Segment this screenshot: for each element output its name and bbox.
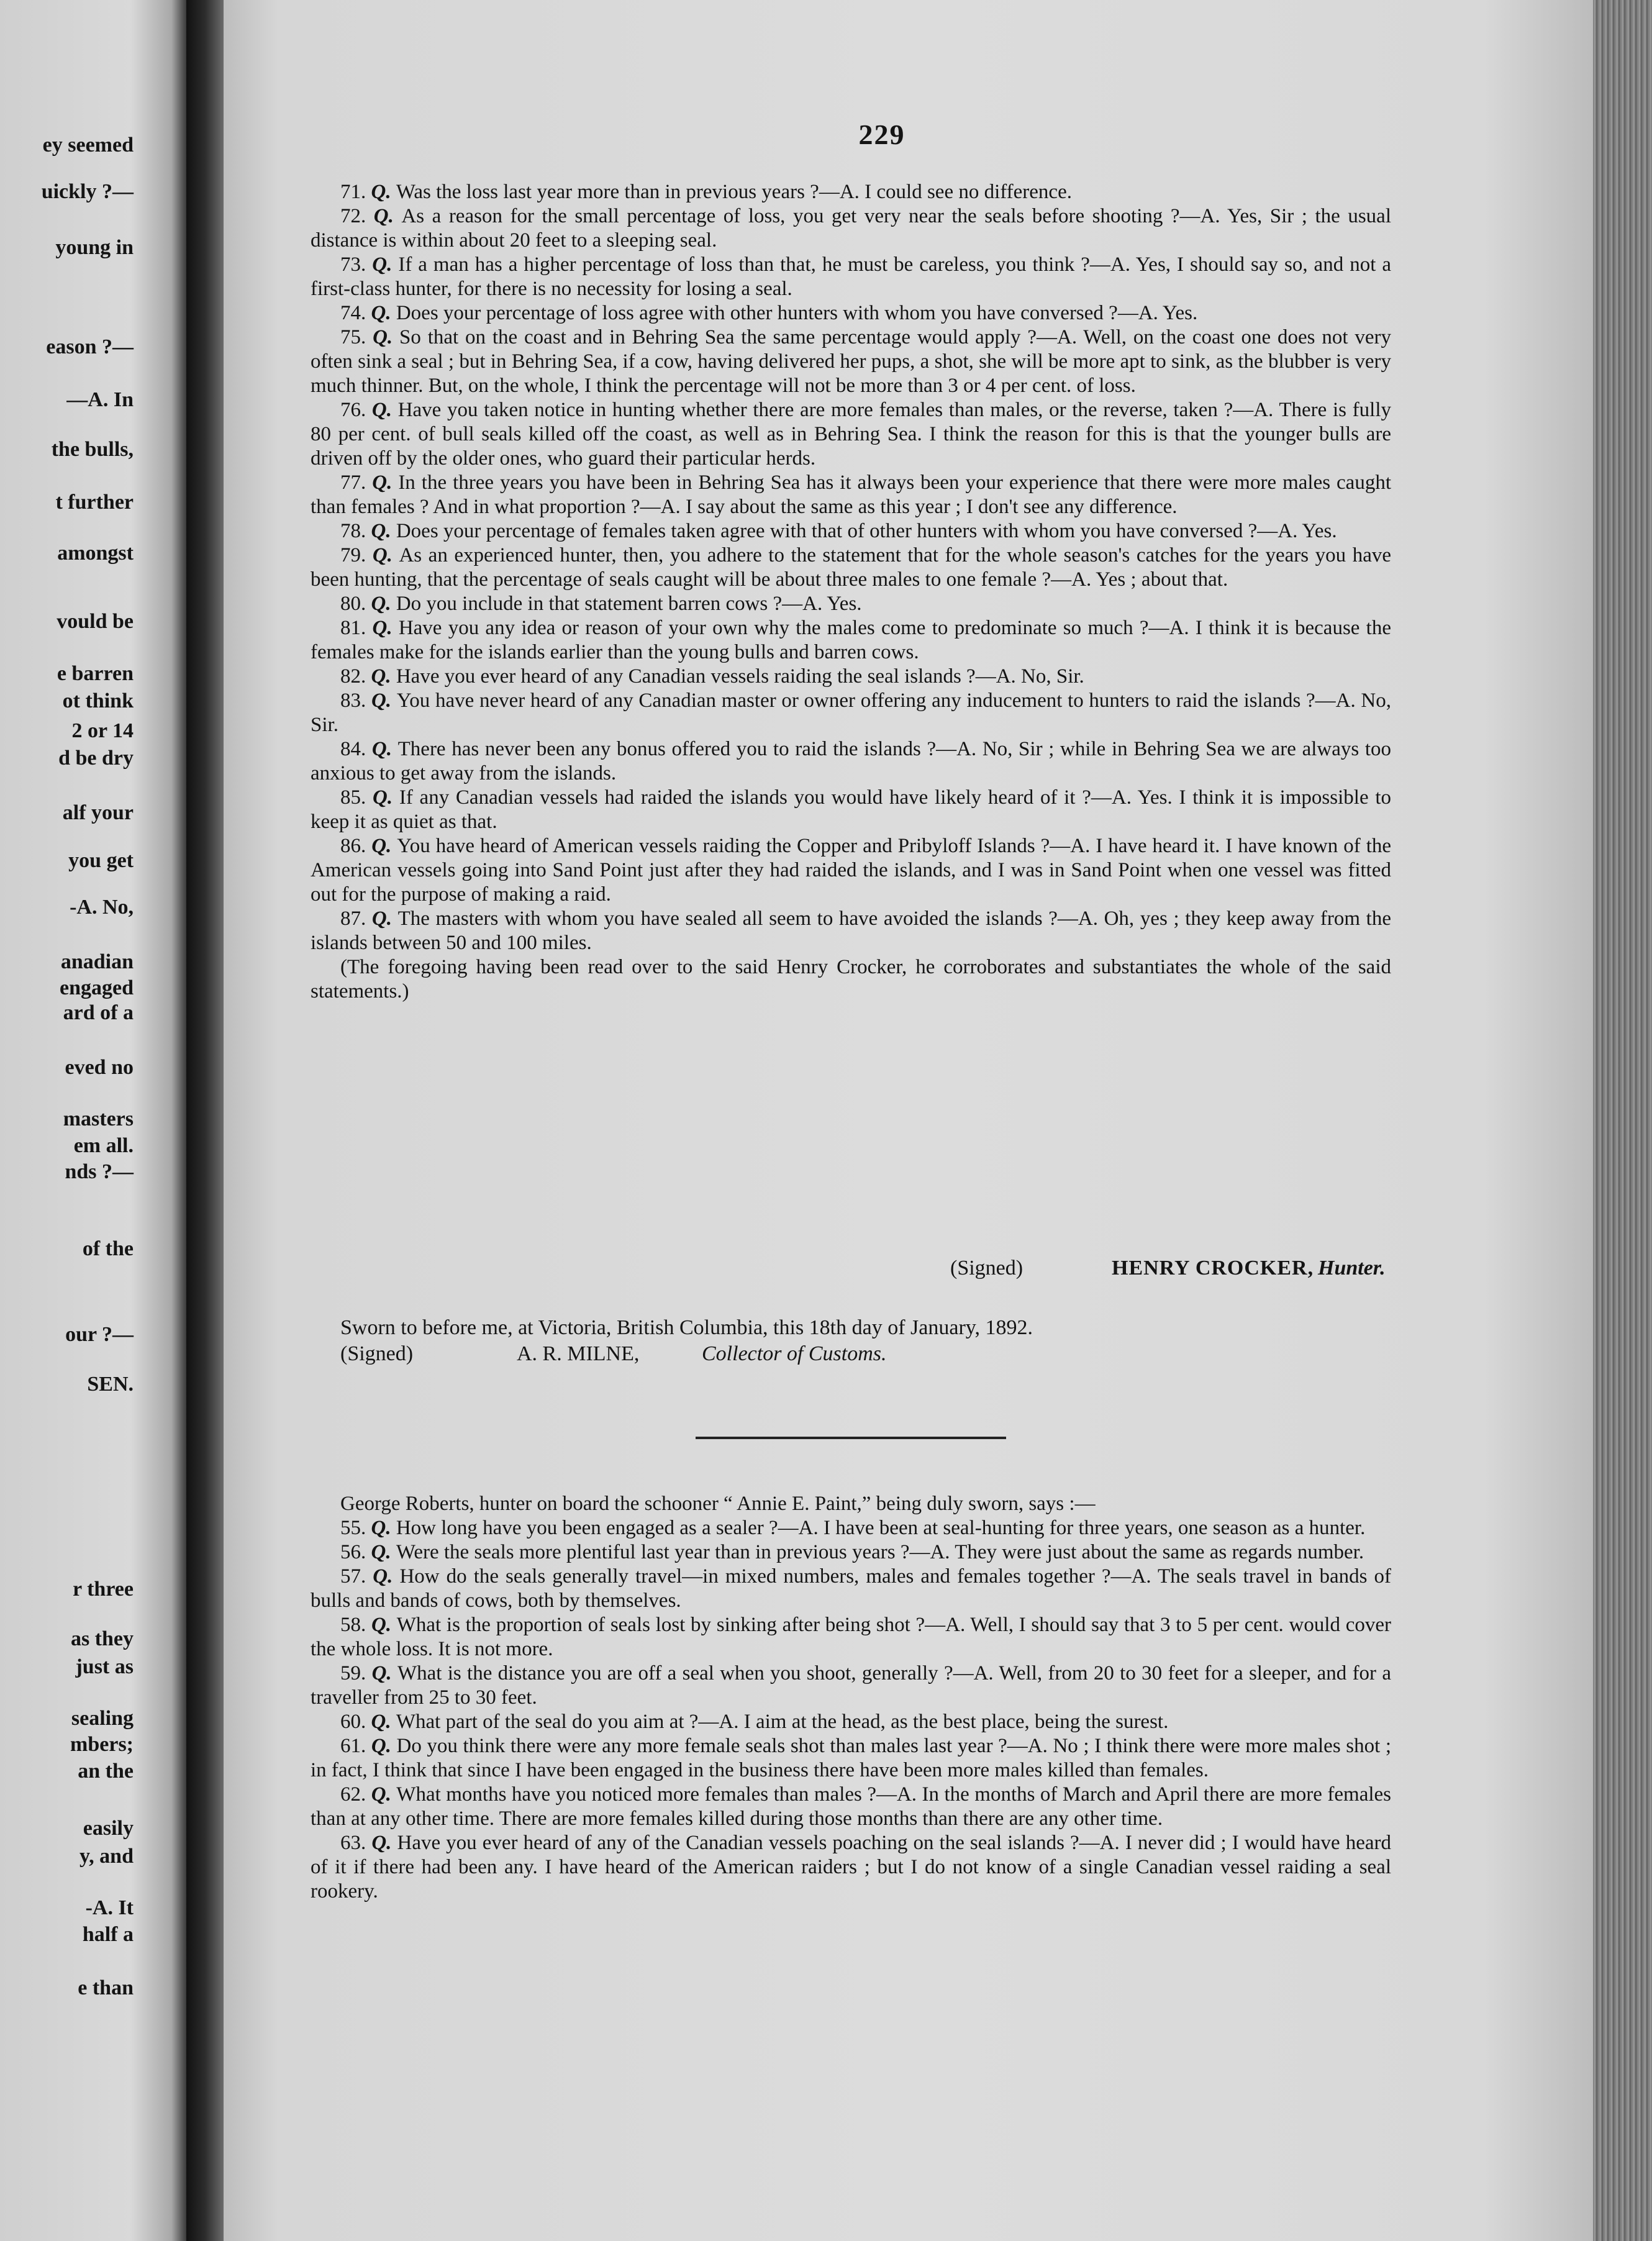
question-marker: Q. [373, 326, 400, 348]
facing-page-text: -A. It [85, 1896, 134, 1919]
question-number: 79. [340, 544, 373, 566]
question-marker: Q. [371, 1711, 396, 1733]
question-marker: Q. [371, 907, 398, 930]
question-text: There has never been any bonus offered you to raid the islands ?—A. No, Sir ; while in Behring Sea we are always too anxious to get away from the islands. [311, 738, 1392, 784]
question-marker: Q. [372, 471, 399, 494]
question-marker: Q. [371, 1517, 396, 1539]
signed-label: (Signed) [950, 1257, 1023, 1280]
facing-page-text: r three [73, 1578, 134, 1601]
facing-page-text: ard of a [63, 1001, 134, 1024]
question-text: What is the proportion of seals lost by sinking after being shot ?—A. Well, I should say that 3 to 5 per cent. would cover the whole loss. It is not more. [311, 1614, 1391, 1660]
roberts-testimony [311, 1492, 1391, 1904]
question-paragraph [311, 1516, 1391, 1540]
question-paragraph [311, 786, 1391, 834]
question-number: 74. [340, 302, 371, 324]
question-paragraph [311, 1540, 1391, 1565]
question-text: How long have you been engaged as a sealer ?—A. I have been at seal-hunting for three years, one season as a hunter. [396, 1517, 1366, 1539]
facing-page-text: sealing [71, 1707, 134, 1730]
question-number: 83. [340, 689, 371, 712]
facing-page-text: young in [55, 236, 134, 259]
question-number: 77. [340, 471, 373, 494]
facing-page-text: engaged [60, 976, 134, 999]
question-paragraph [311, 616, 1391, 665]
facing-page-text: our ?— [65, 1323, 134, 1346]
question-paragraph [311, 1613, 1391, 1661]
question-paragraph [311, 1661, 1391, 1710]
facing-page-text: -A. No, [70, 896, 134, 919]
question-marker: Q. [371, 738, 398, 760]
facing-page-text: SEN. [87, 1373, 134, 1396]
question-marker: Q. [373, 205, 402, 227]
facing-page-margin [0, 0, 186, 2241]
facing-page-text: just as [75, 1655, 134, 1678]
question-paragraph [311, 253, 1391, 301]
question-text: Does your percentage of females taken agree with that of other hunters with whom you have conversed ?—A. Yes. [396, 520, 1337, 542]
question-text: As a reason for the small percentage of loss, you get very near the seals before shooting ?—A. Yes, Sir ; the usual distance is within about 20 feet to a sleeping seal. [311, 205, 1392, 252]
question-paragraph [311, 592, 1391, 616]
question-marker: Q. [371, 181, 396, 203]
question-marker: Q. [371, 399, 398, 421]
facing-page-text: d be dry [58, 747, 134, 770]
facing-page-text: alf your [62, 801, 134, 824]
question-number: 61. [340, 1735, 371, 1757]
question-text: Have you ever heard of any Canadian vessels raiding the seal islands ?—A. No, Sir. [396, 665, 1084, 688]
facing-page-text: as they [70, 1627, 134, 1650]
question-text: Does your percentage of loss agree with other hunters with whom you have conversed ?—A. Yes. [396, 302, 1198, 324]
question-text: The masters with whom you have sealed all seem to have avoided the islands ?—A. Oh, yes ; they keep away from the islands between 50 and 100 miles. [311, 907, 1391, 954]
facing-page-text: e than [78, 1976, 134, 1999]
question-text: Have you taken notice in hunting whether there are more females than males, or the reverse, taken ?—A. There is fully 80 per cent. of bull seals killed off the coast, as well as in Behring Sea. I think the reason for this is that the younger bulls are driven off by the older ones, who guard their particular herds. [311, 399, 1391, 470]
question-number: 85. [340, 786, 373, 809]
question-number: 87. [340, 907, 372, 930]
question-marker: Q. [371, 1832, 397, 1854]
question-marker: Q. [371, 593, 396, 615]
question-paragraph [311, 543, 1391, 592]
question-text: What months have you noticed more females than males ?—A. In the months of March and April there are more females than at any other time. There are more females killed during those months than there are any other time. [311, 1783, 1392, 1830]
facing-page-text: nds ?— [65, 1160, 134, 1183]
crocker-testimony [311, 180, 1391, 1004]
hunter-name: HENRY CROCKER, [1112, 1257, 1314, 1280]
facing-page-text: of the [82, 1237, 134, 1260]
facing-page-text: half a [82, 1923, 134, 1946]
facing-page-text: anadian [60, 950, 134, 973]
facing-page-text: eved no [65, 1056, 134, 1079]
question-marker: Q. [372, 617, 399, 639]
facing-page-text: e barren [57, 662, 134, 685]
book-gutter [186, 0, 224, 2241]
facing-page-text: y, and [79, 1845, 134, 1868]
question-number: 76. [340, 399, 372, 421]
question-number: 80. [340, 593, 371, 615]
facing-page-text: ot think [62, 689, 134, 712]
question-text: You have heard of American vessels raiding the Copper and Pribyloff Islands ?—A. I have heard it. I have known of the American vessels going into Sand Point just after they had raided the islands, and I was in Sand Point when one vessel was fitted out for the purpose of making a raid. [311, 835, 1392, 906]
question-number: 81. [340, 617, 373, 639]
question-marker: Q. [371, 689, 397, 712]
question-number: 62. [340, 1783, 371, 1806]
question-text: Were the seals more plentiful last year than in previous years ?—A. They were just about the same as regards number. [396, 1541, 1364, 1563]
question-text: Do you include in that statement barren cows ?—A. Yes. [396, 593, 862, 615]
question-paragraph [311, 665, 1391, 689]
facing-page-text: mbers; [70, 1733, 134, 1756]
question-paragraph [311, 834, 1391, 907]
question-marker: Q. [371, 1662, 397, 1684]
question-paragraph [311, 1783, 1391, 1831]
question-paragraph [311, 689, 1391, 737]
question-text: So that on the coast and in Behring Sea the same percentage would apply ?—A. Well, on the coast one does not very often sink a seal ; but in Behring Sea, if a cow, having delivered her pups, a shot, she will be more apt to sink, as the blubber is very much thinner. But, on the whole, I think the percentage will not be more than 3 or 4 per cent. of loss. [311, 326, 1391, 397]
question-number: 84. [340, 738, 372, 760]
question-paragraph [311, 471, 1391, 519]
facing-page-text: you get [68, 849, 134, 872]
question-text: As an experienced hunter, then, you adhere to the statement that for the whole season's catches for the years you have been hunting, that the percentage of seals caught will be about three males to one female ?—A. Yes ; about that. [311, 544, 1391, 591]
question-paragraph [311, 325, 1391, 398]
question-text: In the three years you have been in Behring Sea has it always been your experience that there were more males caught than females ? And in what proportion ?—A. I say about the same as this year ; I don't see any difference. [311, 471, 1391, 518]
hunter-role: Hunter. [1318, 1257, 1386, 1280]
page-number: 229 [858, 119, 905, 150]
question-number: 55. [340, 1517, 371, 1539]
question-marker: Q. [371, 1783, 397, 1806]
page-edges [1593, 0, 1652, 2241]
question-text: Have you ever heard of any of the Canadian vessels poaching on the seal islands ?—A. I never did ; I would have heard of it if there had been any. I have heard of the American raiders ; but I do not know of a single Canadian vessel raiding a seal rookery. [311, 1832, 1391, 1902]
question-number: 56. [340, 1541, 371, 1563]
question-number: 78. [340, 520, 371, 542]
question-marker: Q. [371, 665, 396, 688]
question-paragraph [311, 519, 1391, 543]
question-number: 58. [340, 1614, 371, 1636]
facing-page-text: masters [63, 1107, 134, 1130]
question-text: If a man has a higher percentage of loss than that, he must be careless, you think ?—A. Yes, I should say so, and not a first-class hunter, for there is no necessity for losing a seal. [311, 253, 1391, 300]
question-text: Do you think there were any more female seals shot than males last year ?—A. No ; I think there were more males shot ; in fact, I think that since I have been engaged in the business there have been more males killed than females. [311, 1735, 1392, 1781]
facing-page-text: the bulls, [51, 438, 134, 461]
question-paragraph [311, 1831, 1391, 1904]
facing-page-text: ey seemed [42, 134, 134, 157]
question-marker: Q. [372, 544, 399, 566]
question-text: How do the seals generally travel—in mixed numbers, males and females together ?—A. The seals travel in bands of bulls and bands of cows, both by themselves. [311, 1565, 1392, 1612]
question-marker: Q. [373, 786, 399, 809]
question-text: If any Canadian vessels had raided the islands you would have likely heard of it ?—A. Yes. I think it is impossible to keep it as quiet as that. [311, 786, 1392, 833]
facing-page-text: an the [78, 1760, 134, 1783]
facing-page-text: 2 or 14 [71, 719, 134, 742]
official-title: Collector of Customs. [702, 1342, 887, 1365]
question-paragraph [311, 204, 1391, 253]
question-paragraph [311, 1565, 1391, 1613]
question-number: 57. [340, 1565, 373, 1588]
question-marker: Q. [371, 835, 397, 857]
section-divider [696, 1437, 1006, 1439]
question-paragraph [311, 398, 1391, 471]
question-paragraph [311, 301, 1391, 325]
question-text: You have never heard of any Canadian master or owner offering any inducement to hunters to raid the islands ?—A. No, Sir. [311, 689, 1391, 736]
deponent-intro: George Roberts, hunter on board the schooner “ Annie E. Paint,” being duly sworn, says :— [340, 1493, 1096, 1515]
question-text: What part of the seal do you aim at ?—A. I aim at the head, as the best place, being the surest. [396, 1711, 1169, 1733]
question-number: 72. [340, 205, 374, 227]
question-paragraph [311, 180, 1391, 204]
question-paragraph [311, 737, 1391, 786]
sworn-statement: Sworn to before me, at Victoria, British Columbia, this 18th day of January, 1892. [340, 1316, 1033, 1339]
question-text: Have you any idea or reason of your own why the males come to predominate so much ?—A. I think it is because the females make for the islands earlier than the young bulls and barren cows. [311, 617, 1391, 663]
question-number: 63. [340, 1832, 372, 1854]
question-number: 73. [340, 253, 373, 276]
corroboration-note: (The foregoing having been read over to the said Henry Crocker, he corroborates and substantiates the whole of the said statements.) [311, 956, 1391, 1002]
question-marker: Q. [371, 1735, 397, 1757]
question-marker: Q. [372, 253, 399, 276]
facing-page-text: uickly ?— [41, 180, 134, 203]
question-marker: Q. [371, 1614, 397, 1636]
question-text: Was the loss last year more than in previous years ?—A. I could see no difference. [396, 181, 1072, 203]
question-number: 71. [340, 181, 371, 203]
question-marker: Q. [371, 520, 396, 542]
question-marker: Q. [371, 302, 396, 324]
facing-page-text: em all. [73, 1134, 134, 1157]
facing-page-text: eason ?— [46, 335, 134, 358]
question-number: 86. [340, 835, 372, 857]
question-number: 82. [340, 665, 371, 688]
question-marker: Q. [371, 1541, 396, 1563]
question-paragraph [311, 1734, 1391, 1783]
question-text: What is the distance you are off a seal when you shoot, generally ?—A. Well, from 20 to 30 feet for a sleeper, and for a traveller from 25 to 30 feet. [311, 1662, 1392, 1709]
document-page [224, 0, 1593, 2241]
question-paragraph [311, 907, 1391, 955]
facing-page-text: amongst [57, 542, 134, 565]
facing-page-text: vould be [57, 610, 134, 633]
facing-page-text: —A. In [66, 388, 134, 411]
question-number: 75. [340, 326, 373, 348]
official-signed-label: (Signed) [340, 1342, 414, 1365]
facing-page-text: easily [83, 1817, 134, 1840]
question-marker: Q. [373, 1565, 400, 1588]
official-name: A. R. MILNE, [517, 1342, 640, 1365]
facing-page-text: t further [55, 491, 134, 514]
question-number: 60. [340, 1711, 371, 1733]
question-number: 59. [340, 1662, 372, 1684]
question-paragraph [311, 1710, 1391, 1734]
